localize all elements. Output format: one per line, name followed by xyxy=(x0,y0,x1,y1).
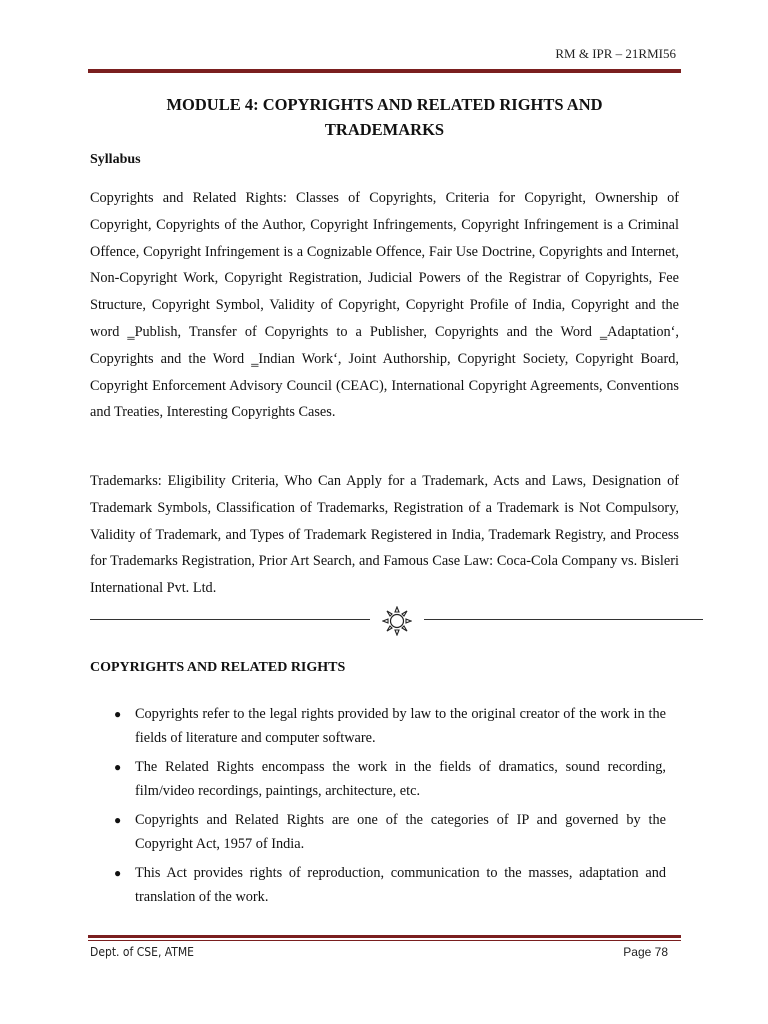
list-item xyxy=(112,703,666,750)
sun-ornament-icon xyxy=(382,606,412,636)
divider-line-right xyxy=(424,619,703,620)
section-heading: COPYRIGHTS AND RELATED RIGHTS xyxy=(90,660,346,675)
list-item-text: Copyrights refer to the legal rights provided by law to the original creator of the work in the fields of literature and computer software. xyxy=(135,706,666,746)
list-item xyxy=(112,809,666,856)
bullet-list xyxy=(112,703,666,915)
list-item-text: Copyrights and Related Rights are one of the categories of IP and governed by the Copyright Act, 1957 of India. xyxy=(135,812,666,852)
module-title-line-2: TRADEMARKS xyxy=(324,120,445,139)
footer-rule-thick xyxy=(88,935,681,938)
header-rule xyxy=(88,69,681,73)
list-item xyxy=(112,862,666,909)
list-item-text: The Related Rights encompass the work in the fields of dramatics, sound recording, film/video recordings, paintings, architecture, etc. xyxy=(135,759,666,799)
module-title xyxy=(88,92,681,142)
footer-page-number: Page 78 xyxy=(623,945,668,959)
bullet-icon: ● xyxy=(114,707,122,721)
running-header: RM & IPR – 21RMI56 xyxy=(555,46,676,61)
list-item-text: This Act provides rights of reproduction, communication to the masses, adaptation and translation of the work. xyxy=(135,865,666,905)
bullet-icon: ● xyxy=(114,760,122,774)
bullet-icon: ● xyxy=(114,866,122,880)
divider-line-left xyxy=(90,619,370,620)
syllabus-paragraph-trademarks: Trademarks: Eligibility Criteria, Who Can Apply for a Trademark, Acts and Laws, Designation of Trademark Symbols, Classification of Trademarks, Registration of a Trademark is Not Compulsory, Validity of Trademark, and Types of Trademark Registered in India, Trademark Registry, and Process for Trademarks Registration, Prior Art Search, and Famous Case Law: Coca-Cola Company vs. Bisleri International Pvt. Ltd. xyxy=(90,473,679,597)
syllabus-paragraph-copyrights: Copyrights and Related Rights: Classes of Copyrights, Criteria for Copyright, Ownership of Copyright, Copyrights of the Author, Copyright Infringements, Copyright Infringement is a Criminal Offence, Copyright Infringement is a Cognizable Offence, Fair Use Doctrine, Copyrights and Internet, Non-Copyright Work, Copyright Registration, Judicial Powers of the Registrar of Copyrights, Fee Structure, Copyright Symbol, Validity of Copyright, Copyright Profile of India, Copyright and the word ‗Publish, Transfer of Copyrights to a Publisher, Copyrights and the Word ‗Adaptation‘, Copyrights and the Word ‗Indian Work‘, Joint Authorship, Copyright Society, Copyright Board, Copyright Enforcement Advisory Council (CEAC), International Copyright Agreements, Conventions and Treaties, Interesting Copyrights Cases. xyxy=(90,190,679,421)
syllabus-heading: Syllabus xyxy=(90,152,141,167)
section-divider xyxy=(90,605,703,635)
footer-department: Dept. of CSE, ATME xyxy=(90,945,194,959)
list-item xyxy=(112,756,666,803)
module-title-line-1: MODULE 4: COPYRIGHTS AND RELATED RIGHTS AND xyxy=(166,95,603,114)
footer-rule-thin xyxy=(88,940,681,941)
bullet-icon: ● xyxy=(114,813,122,827)
